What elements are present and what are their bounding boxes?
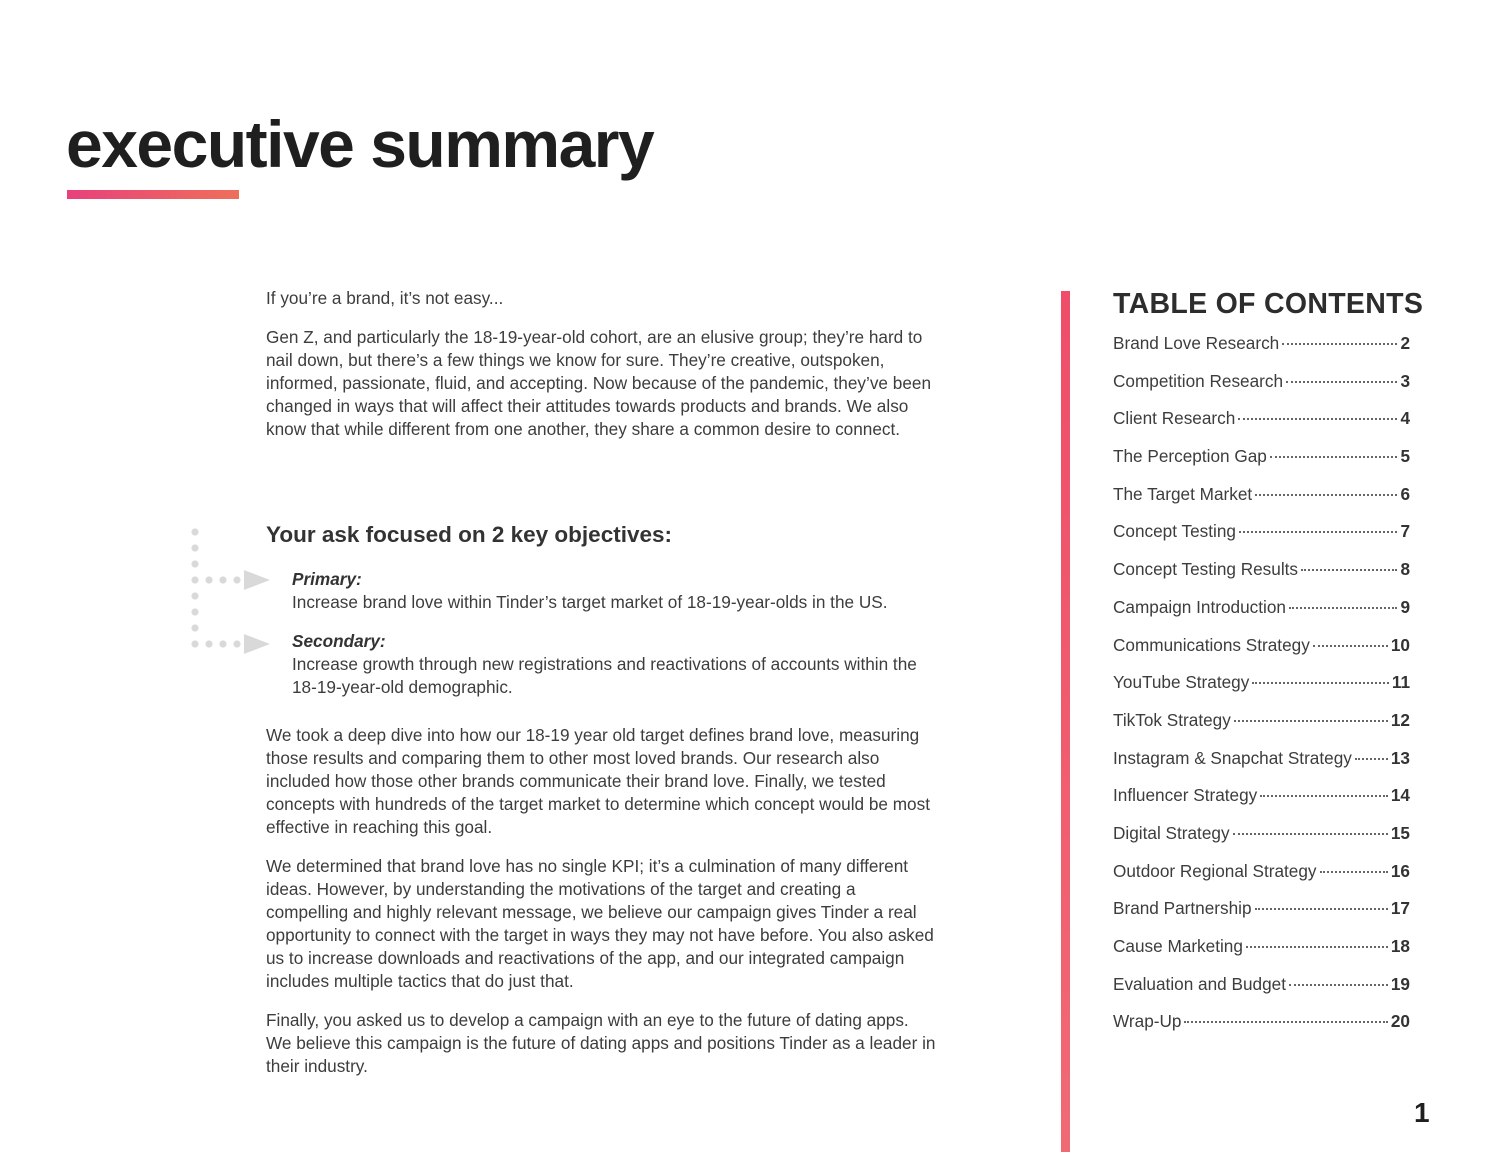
- toc-item[interactable]: [1113, 408, 1410, 446]
- toc-item-label: Brand Love Research: [1113, 333, 1280, 353]
- toc-item-label: Instagram & Snapchat Strategy: [1113, 747, 1352, 768]
- body-paragraph-5: Finally, you asked us to develop a campaign with an eye to the future of dating apps. We believe this campaign is the future of dating apps and positions Tinder as a leader in their industry.: [266, 1010, 936, 1076]
- primary-objective: [292, 568, 952, 614]
- toc-item-label: Influencer Strategy: [1113, 785, 1258, 806]
- toc-item[interactable]: [1113, 371, 1410, 409]
- toc-item-label: Outdoor Regional Strategy: [1113, 860, 1317, 881]
- primary-text: Increase brand love within Tinder’s target market of 18-19-year-olds in the US.: [292, 592, 888, 612]
- toc-item-page: 3: [1400, 370, 1410, 391]
- toc-item-label: YouTube Strategy: [1113, 672, 1250, 693]
- toc-item-page: 12: [1390, 709, 1410, 730]
- primary-label: Primary:: [292, 569, 362, 589]
- body-section: [266, 724, 936, 1094]
- toc-leader-dots: [1255, 908, 1388, 910]
- toc-leader-dots: [1282, 343, 1397, 345]
- toc-item-page: 4: [1400, 408, 1410, 429]
- intro-paragraph-2: Gen Z, and particularly the 18-19-year-old cohort, are an elusive group; they’re hard to nail down, but there’s a few things we know for sure. They’re creative, outspoken, informed, passionate, fluid, and accepting. Now because of the pandemic, they’ve been changed in ways that will affect their attitudes towards products and brands. We also know that while different from one another, they share a common desire to connect.: [266, 327, 932, 439]
- toc-item[interactable]: [1113, 898, 1410, 936]
- toc-item[interactable]: [1113, 672, 1410, 710]
- toc-item-label: Communications Strategy: [1113, 634, 1310, 655]
- toc-item-page: 7: [1400, 521, 1410, 542]
- toc-item-label: The Perception Gap: [1113, 446, 1267, 467]
- toc-item-label: Concept Testing: [1113, 521, 1236, 542]
- toc-leader-dots: [1255, 494, 1397, 496]
- toc-leader-dots: [1184, 1021, 1387, 1023]
- toc-leader-dots: [1270, 456, 1398, 458]
- toc-item-label: The Target Market: [1113, 483, 1253, 504]
- toc-item-label: Digital Strategy: [1113, 822, 1230, 843]
- toc-leader-dots: [1238, 418, 1397, 420]
- body-paragraph-4: We determined that brand love has no single KPI; it’s a culmination of many different ideas. However, by understanding the motivations of the target and creating a compelling and highly relevant message, we believe our campaign gives Tinder a real opportunity to connect with the target in ways they may not have before. You also asked us to increase downloads and reactivations of the app, and our integrated campaign includes multiple tactics that do just that.: [266, 856, 934, 991]
- toc-leader-dots: [1313, 645, 1388, 647]
- secondary-label: Secondary:: [292, 631, 386, 651]
- toc-item-label: Client Research: [1113, 408, 1236, 429]
- toc-item-page: 19: [1390, 973, 1410, 994]
- table-of-contents: [1113, 333, 1410, 1049]
- toc-item[interactable]: [1113, 484, 1410, 522]
- toc-item[interactable]: [1113, 1011, 1410, 1049]
- toc-item[interactable]: [1113, 861, 1410, 899]
- page-title: executive summary: [66, 107, 654, 181]
- toc-item[interactable]: [1113, 974, 1410, 1012]
- toc-item-page: 9: [1400, 596, 1410, 617]
- toc-item[interactable]: [1113, 748, 1410, 786]
- toc-item[interactable]: [1113, 710, 1410, 748]
- toc-leader-dots: [1320, 871, 1388, 873]
- toc-item-label: TikTok Strategy: [1113, 709, 1231, 730]
- toc-item-page: 2: [1400, 333, 1410, 353]
- toc-item[interactable]: [1113, 333, 1410, 371]
- toc-item[interactable]: [1113, 635, 1410, 673]
- toc-item-label: Competition Research: [1113, 370, 1284, 391]
- toc-item-label: Cause Marketing: [1113, 936, 1243, 956]
- toc-item-page: 14: [1390, 785, 1410, 806]
- toc-item-page: 10: [1390, 634, 1410, 655]
- toc-leader-dots: [1355, 758, 1388, 760]
- divider-bar: [1061, 291, 1070, 1152]
- page-number: 1: [1414, 1097, 1430, 1128]
- toc-item-label: Campaign Introduction: [1113, 596, 1286, 617]
- toc-leader-dots: [1234, 720, 1388, 722]
- toc-item-page: 17: [1390, 898, 1410, 919]
- toc-leader-dots: [1246, 946, 1388, 948]
- toc-item-page: 6: [1400, 483, 1410, 504]
- toc-item[interactable]: [1113, 823, 1410, 861]
- intro-paragraph-1: If you’re a brand, it’s not easy...: [266, 288, 504, 308]
- toc-item-page: 13: [1390, 747, 1410, 768]
- secondary-text: Increase growth through new registrations and reactivations of accounts within the 18-19-year-old demographic.: [292, 654, 917, 697]
- toc-leader-dots: [1301, 569, 1397, 571]
- toc-item-label: Wrap-Up: [1113, 1011, 1182, 1032]
- body-paragraph-3: We took a deep dive into how our 18-19 year old target defines brand love, measuring those results and comparing them to other most loved brands. Our research also included how those other brands communicate their brand love. Finally, we tested concepts with hundreds of the target market to determine which concept would be most effective in reaching this goal.: [266, 725, 930, 837]
- toc-leader-dots: [1233, 833, 1388, 835]
- toc-item-page: 8: [1400, 559, 1410, 580]
- toc-item-page: 16: [1390, 860, 1410, 881]
- toc-leader-dots: [1239, 531, 1397, 533]
- secondary-objective: [292, 630, 922, 699]
- toc-item-page: 11: [1391, 672, 1410, 693]
- toc-item[interactable]: [1113, 559, 1410, 597]
- toc-item-page: 18: [1390, 936, 1410, 956]
- toc-item-page: 20: [1390, 1011, 1410, 1032]
- toc-item[interactable]: [1113, 936, 1410, 974]
- toc-item[interactable]: [1113, 521, 1410, 559]
- toc-item-label: Evaluation and Budget: [1113, 973, 1286, 994]
- toc-leader-dots: [1289, 984, 1388, 986]
- toc-leader-dots: [1260, 795, 1388, 797]
- toc-title: TABLE OF CONTENTS: [1113, 288, 1424, 320]
- toc-item-label: Brand Partnership: [1113, 898, 1252, 919]
- toc-item[interactable]: [1113, 446, 1410, 484]
- toc-leader-dots: [1252, 682, 1389, 684]
- toc-item-page: 5: [1400, 446, 1410, 467]
- toc-item-page: 15: [1390, 822, 1410, 843]
- toc-item-label: Concept Testing Results: [1113, 559, 1299, 580]
- objectives-heading: Your ask focused on 2 key objectives:: [266, 522, 672, 547]
- toc-item[interactable]: [1113, 597, 1410, 635]
- toc-leader-dots: [1286, 381, 1397, 383]
- toc-leader-dots: [1289, 607, 1398, 609]
- toc-item[interactable]: [1113, 785, 1410, 823]
